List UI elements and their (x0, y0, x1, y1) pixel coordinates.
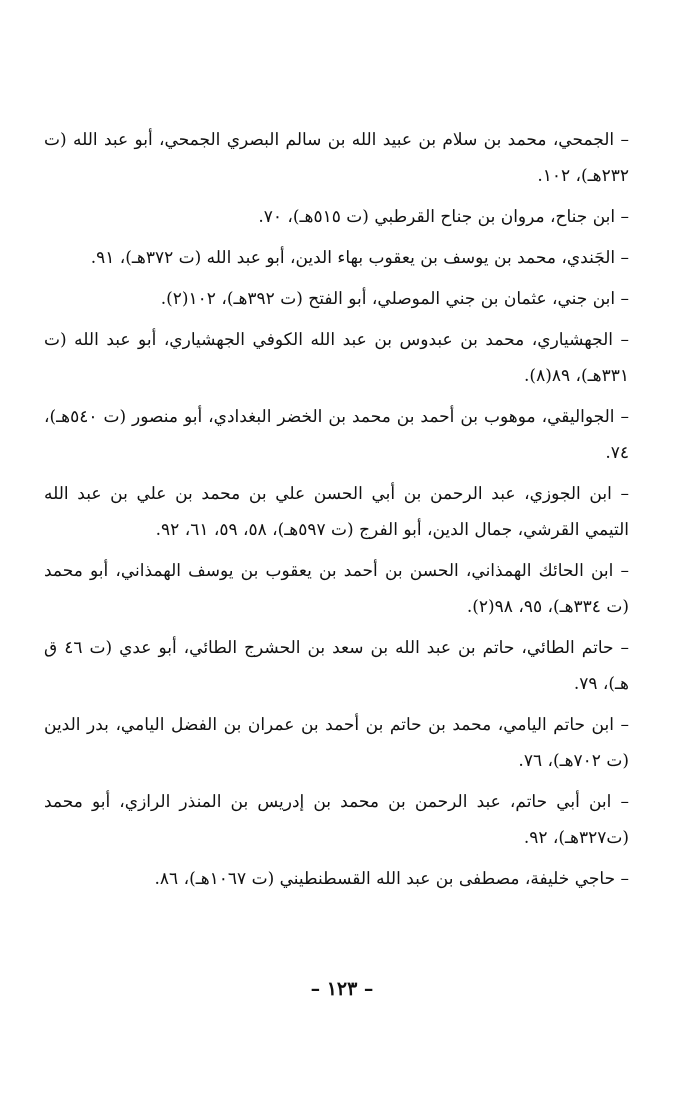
index-entry: – الجمحي، محمد بن سلام بن عبيد الله بن سالم البصري الجمحي، أبو عبد الله (ت ٢٣٢هـ)، ١٠٢. (44, 130, 629, 186)
index-entry: – ابن جناح، مروان بن جناح القرطبي (ت ٥١٥هـ)، ٧٠. (258, 207, 629, 227)
index-entry: – الجَندي، محمد بن يوسف بن يعقوب بهاء الدين، أبو عبد الله (ت ٣٧٢هـ)، ٩١. (90, 248, 629, 268)
index-entry: – الجواليقي، موهوب بن أحمد بن محمد بن الخضر البغدادي، أبو منصور (ت ٥٤٠هـ)، ٧٤. (44, 407, 629, 463)
index-entry: – الجهشياري، محمد بن عبدوس بن عبد الله الكوفي الجهشياري، أبو عبد الله (ت ٣٣١هـ)، ٨٩(٨). (44, 330, 629, 386)
index-entry-list (44, 122, 629, 902)
index-entry: – ابن الحائك الهمذاني، الحسن بن أحمد بن يعقوب بن يوسف الهمذاني، أبو محمد (ت ٣٣٤هـ)، ٩٥، ٩٨(٢). (44, 561, 629, 617)
index-entry: – ابن حاتم اليامي، محمد بن حاتم بن أحمد بن عمران بن الفضل اليامي، بدر الدين (ت ٧٠٢هـ)، ٧٦. (44, 715, 629, 771)
page-number: – ١٢٣ – (310, 978, 374, 1000)
index-entry: – ابن الجوزي، عبد الرحمن بن أبي الحسن علي بن محمد بن علي بن عبد الله التيمي القرشي، جمال الدين، أبو الفرج (ت ٥٩٧هـ)، ٥٨، ٥٩، ٦١، ٩٢. (44, 484, 629, 540)
index-entry: – حاجي خليفة، مصطفى بن عبد الله القسطنطيني (ت ١٠٦٧هـ)، ٨٦. (154, 869, 629, 889)
index-entry: – ابن جني، عثمان بن جني الموصلي، أبو الفتح (ت ٣٩٢هـ)، ١٠٢(٢). (160, 289, 629, 309)
index-entry: – حاتم الطائي، حاتم بن عبد الله بن سعد بن الحشرج الطائي، أبو عدي (ت ٤٦ ق هـ)، ٧٩. (44, 638, 629, 694)
index-entry: – ابن أبي حاتم، عبد الرحمن بن محمد بن إدريس بن المنذر الرازي، أبو محمد (ت٣٢٧هـ)، ٩٢. (44, 792, 629, 848)
